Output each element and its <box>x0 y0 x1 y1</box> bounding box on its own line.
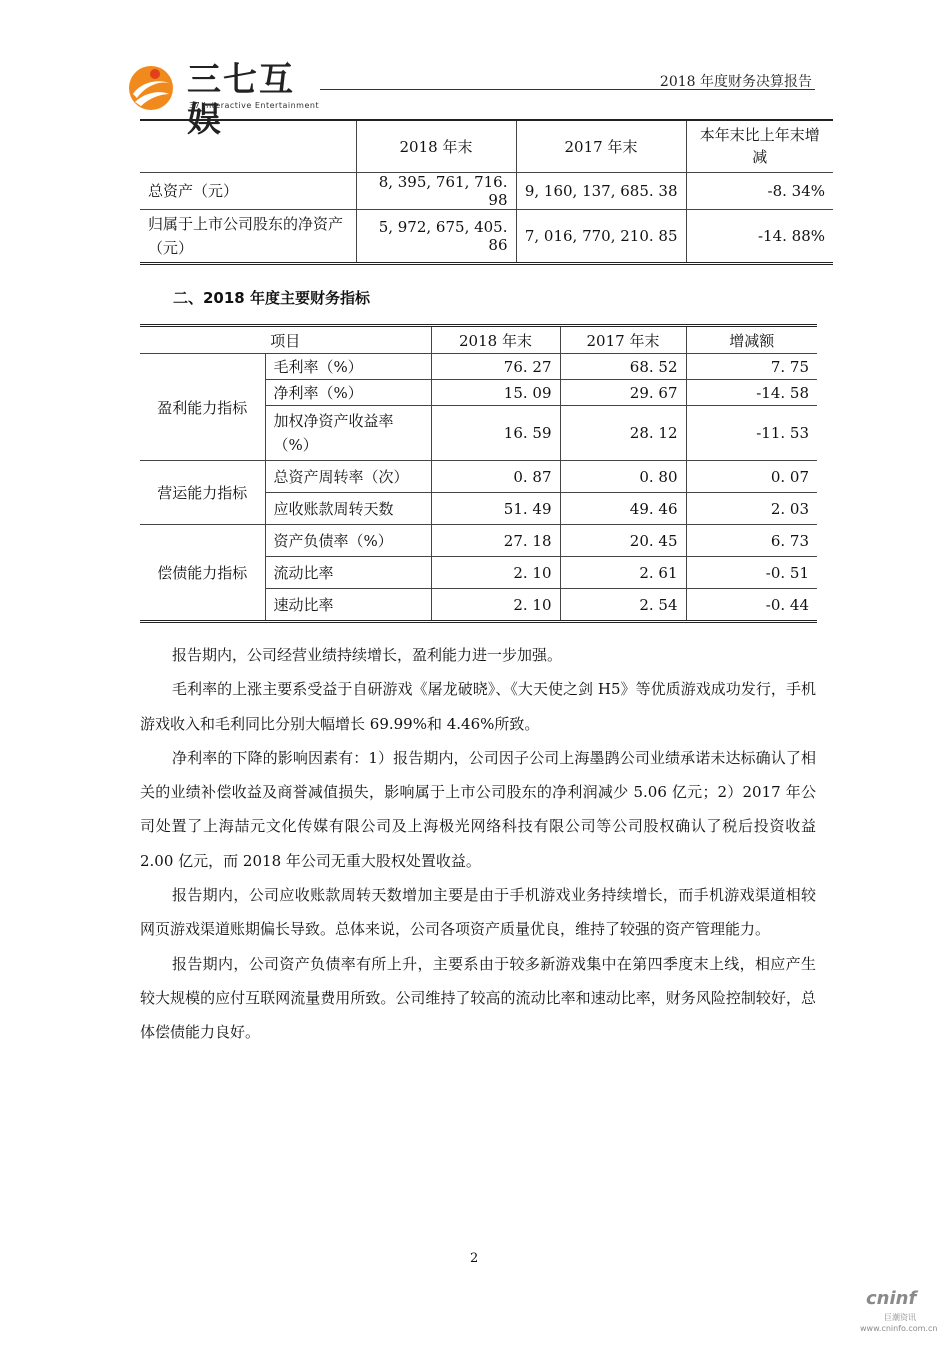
value-cell: -14. 88% <box>686 209 833 263</box>
value-cell: 15. 09 <box>431 380 560 406</box>
logo-chinese-name: 三七互娱 <box>187 60 295 140</box>
metric-label: 速动比率 <box>265 589 431 622</box>
value-cell: -8. 34% <box>686 172 833 209</box>
value-cell: 16. 59 <box>431 406 560 461</box>
table-row <box>140 172 833 209</box>
value-cell: 28. 12 <box>560 406 686 461</box>
analysis-text <box>140 638 816 1050</box>
section-title: 二、2018 年度主要财务指标 <box>173 289 370 307</box>
table-row <box>140 354 817 380</box>
paragraph: 报告期内，公司经营业绩持续增长，盈利能力进一步加强。 <box>172 646 563 664</box>
table-header-cell: 2018 年末 <box>431 326 560 354</box>
watermark-brand: cninf <box>866 1288 917 1309</box>
table-header-row <box>140 326 817 354</box>
metric-label: 加权净资产收益率（%） <box>265 406 431 461</box>
value-cell: 0. 80 <box>560 461 686 493</box>
value-cell: -11. 53 <box>686 406 817 461</box>
table-header-cell: 2018 年末 <box>356 120 516 172</box>
value-cell: 5, 972, 675, 405. 86 <box>356 209 516 263</box>
metric-label: 毛利率（%） <box>265 354 431 380</box>
value-cell: 27. 18 <box>431 525 560 557</box>
metric-label: 应收账款周转天数 <box>265 493 431 525</box>
row-label: 归属于上市公司股东的净资产（元） <box>140 209 356 263</box>
group-label: 营运能力指标 <box>140 461 265 525</box>
value-cell: 6. 73 <box>686 525 817 557</box>
value-cell: -0. 44 <box>686 589 817 622</box>
table-header-row <box>140 120 833 172</box>
value-cell: 7, 016, 770, 210. 85 <box>516 209 686 263</box>
value-cell: 29. 67 <box>560 380 686 406</box>
table-row <box>140 209 833 263</box>
value-cell: 68. 52 <box>560 354 686 380</box>
value-cell: 2. 10 <box>431 557 560 589</box>
metric-label: 净利率（%） <box>265 380 431 406</box>
row-label: 总资产（元） <box>140 172 356 209</box>
watermark-cn: 巨潮资讯 <box>884 1313 916 1322</box>
value-cell: 0. 07 <box>686 461 817 493</box>
group-label: 盈利能力指标 <box>140 354 265 461</box>
value-cell: -0. 51 <box>686 557 817 589</box>
table-row <box>140 525 817 557</box>
value-cell: 51. 49 <box>431 493 560 525</box>
page-number: 2 <box>470 1251 479 1266</box>
value-cell: 2. 61 <box>560 557 686 589</box>
report-title: 2018 年度财务决算报告 <box>659 74 812 90</box>
value-cell: -14. 58 <box>686 380 817 406</box>
metric-label: 资产负债率（%） <box>265 525 431 557</box>
company-logo <box>127 60 327 140</box>
assets-table <box>140 119 833 265</box>
value-cell: 0. 87 <box>431 461 560 493</box>
metric-label: 总资产周转率（次） <box>265 461 431 493</box>
table-header-cell: 本年末比上年末增减 <box>686 120 833 172</box>
value-cell: 8, 395, 761, 716. 98 <box>356 172 516 209</box>
paragraph: 净利率的下降的影响因素有：1）报告期内，公司因子公司上海墨鹍公司业绩承诺未达标确认了相关的业绩补偿收益及商誉减值损失，影响属于上市公司股东的净利润减少 5.06 亿元；2）2017 年公司处置了上海喆元文化传媒有限公司及上海极光网络科技有限公司等公司股权确认了税后投资收益 2.00 亿元，而 2018 年公司无重大股权处置收益。 <box>140 748 816 870</box>
table-header-cell <box>140 120 356 172</box>
value-cell: 9, 160, 137, 685. 38 <box>516 172 686 209</box>
table-header-cell: 2017 年末 <box>516 120 686 172</box>
watermark-url: www.cninfo.com.cn <box>860 1324 938 1333</box>
table-row <box>140 461 817 493</box>
value-cell: 7. 75 <box>686 354 817 380</box>
indicators-table <box>140 324 817 623</box>
value-cell: 2. 03 <box>686 493 817 525</box>
paragraph: 报告期内，公司应收账款周转天数增加主要是由于手机游戏业务持续增长，而手机游戏渠道相较网页游戏渠道账期偏长导致。总体来说，公司各项资产质量优良，维持了较强的资产管理能力。 <box>140 886 816 939</box>
value-cell: 20. 45 <box>560 525 686 557</box>
paragraph: 毛利率的上涨主要系受益于自研游戏《屠龙破晓》、《大天使之剑 H5》等优质游戏成功发行，手机游戏收入和毛利同比分别大幅增长 69.99%和 4.46%所致。 <box>140 680 816 733</box>
logo-swirl-icon <box>127 64 175 112</box>
value-cell: 49. 46 <box>560 493 686 525</box>
paragraph: 报告期内，公司资产负债率有所上升，主要系由于较多新游戏集中在第四季度末上线，相应产生较大规模的应付互联网流量费用所致。公司维持了较高的流动比率和速动比率，财务风险控制较好，总体偿债能力良好。 <box>140 954 816 1042</box>
table-header-cell: 2017 年末 <box>560 326 686 354</box>
header-rule <box>320 89 815 90</box>
cninfo-watermark <box>858 1288 946 1338</box>
table-header-cell: 增减额 <box>686 326 817 354</box>
group-label: 偿债能力指标 <box>140 525 265 622</box>
value-cell: 2. 10 <box>431 589 560 622</box>
logo-english-name: 37 Interactive Entertainment <box>189 101 320 110</box>
metric-label: 流动比率 <box>265 557 431 589</box>
value-cell: 2. 54 <box>560 589 686 622</box>
table-header-cell: 项目 <box>140 326 431 354</box>
value-cell: 76. 27 <box>431 354 560 380</box>
